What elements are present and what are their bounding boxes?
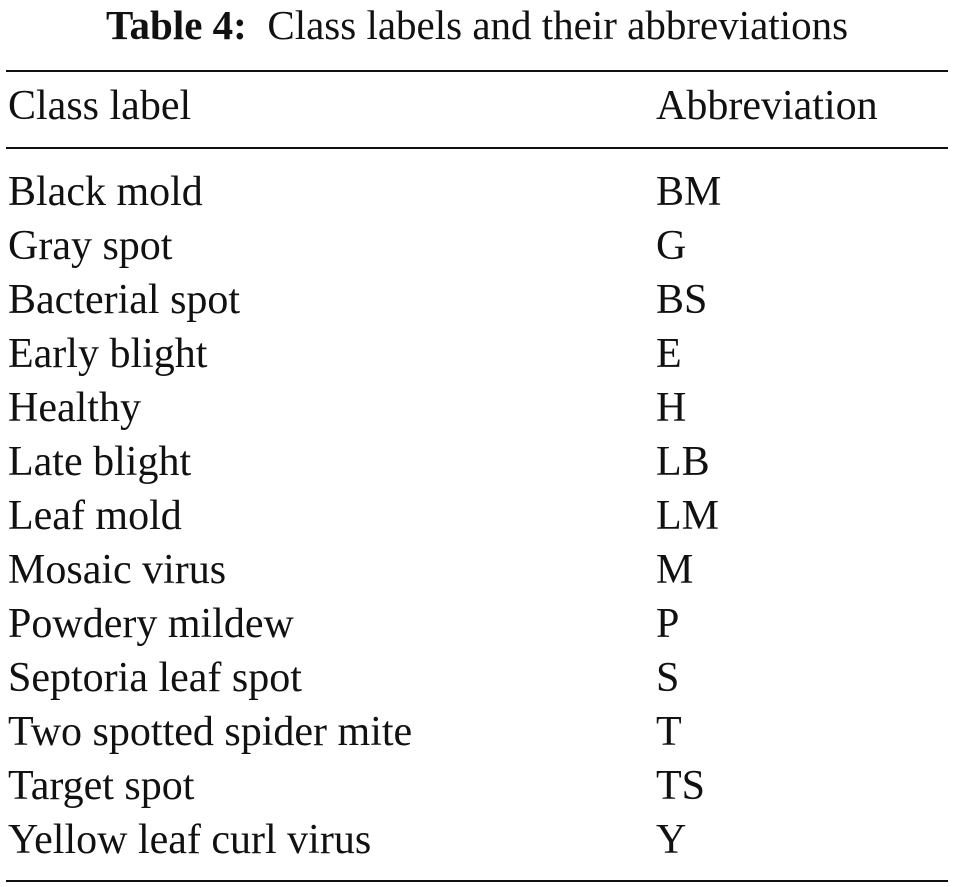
top-rule xyxy=(6,70,948,72)
class-label-cell: Bacterial spot xyxy=(8,277,241,323)
class-label-cell: Black mold xyxy=(8,169,203,215)
table-row xyxy=(6,597,948,651)
caption-text: Class labels and their abbreviations xyxy=(267,2,849,48)
abbreviation-cell: LM xyxy=(656,493,719,539)
abbreviation-cell: H xyxy=(656,385,687,431)
header-abbreviation: Abbreviation xyxy=(656,83,878,129)
abbreviation-cell: TS xyxy=(656,763,706,809)
class-label-cell: Late blight xyxy=(8,439,192,485)
class-label-cell: Powdery mildew xyxy=(8,601,294,647)
table-row xyxy=(6,165,948,219)
class-label-cell: Healthy xyxy=(8,385,141,431)
abbreviation-cell: BS xyxy=(656,277,708,323)
table-row xyxy=(6,759,948,813)
table-row xyxy=(6,543,948,597)
class-label-cell: Yellow leaf curl virus xyxy=(8,817,372,863)
abbreviation-cell: G xyxy=(656,223,687,269)
caption-label: Table 4: xyxy=(105,2,247,48)
bottom-rule xyxy=(6,880,948,882)
abbreviation-cell: M xyxy=(656,547,694,593)
abbreviation-cell: T xyxy=(656,709,682,755)
class-label-cell: Two spotted spider mite xyxy=(8,709,413,755)
class-label-cell: Target spot xyxy=(8,763,195,809)
table-header-row xyxy=(6,78,948,134)
table-row xyxy=(6,273,948,327)
class-label-cell: Gray spot xyxy=(8,223,173,269)
table-body xyxy=(6,165,948,867)
abbreviation-cell: E xyxy=(656,331,682,377)
table-row xyxy=(6,651,948,705)
abbreviation-cell: S xyxy=(656,655,680,701)
class-label-cell: Mosaic virus xyxy=(8,547,227,593)
table-row xyxy=(6,327,948,381)
table-row xyxy=(6,435,948,489)
header-rule xyxy=(6,147,948,149)
header-class-label: Class label xyxy=(8,83,192,129)
table-row xyxy=(6,381,948,435)
table-row xyxy=(6,705,948,759)
table-caption xyxy=(0,0,954,50)
abbreviation-cell: Y xyxy=(656,817,687,863)
class-label-cell: Leaf mold xyxy=(8,493,182,539)
table-row xyxy=(6,489,948,543)
abbreviation-cell: LB xyxy=(656,439,710,485)
table-row xyxy=(6,219,948,273)
class-label-cell: Septoria leaf spot xyxy=(8,655,302,701)
table-row xyxy=(6,813,948,867)
abbreviation-cell: BM xyxy=(656,169,722,215)
abbreviation-cell: P xyxy=(656,601,680,647)
class-label-cell: Early blight xyxy=(8,331,208,377)
